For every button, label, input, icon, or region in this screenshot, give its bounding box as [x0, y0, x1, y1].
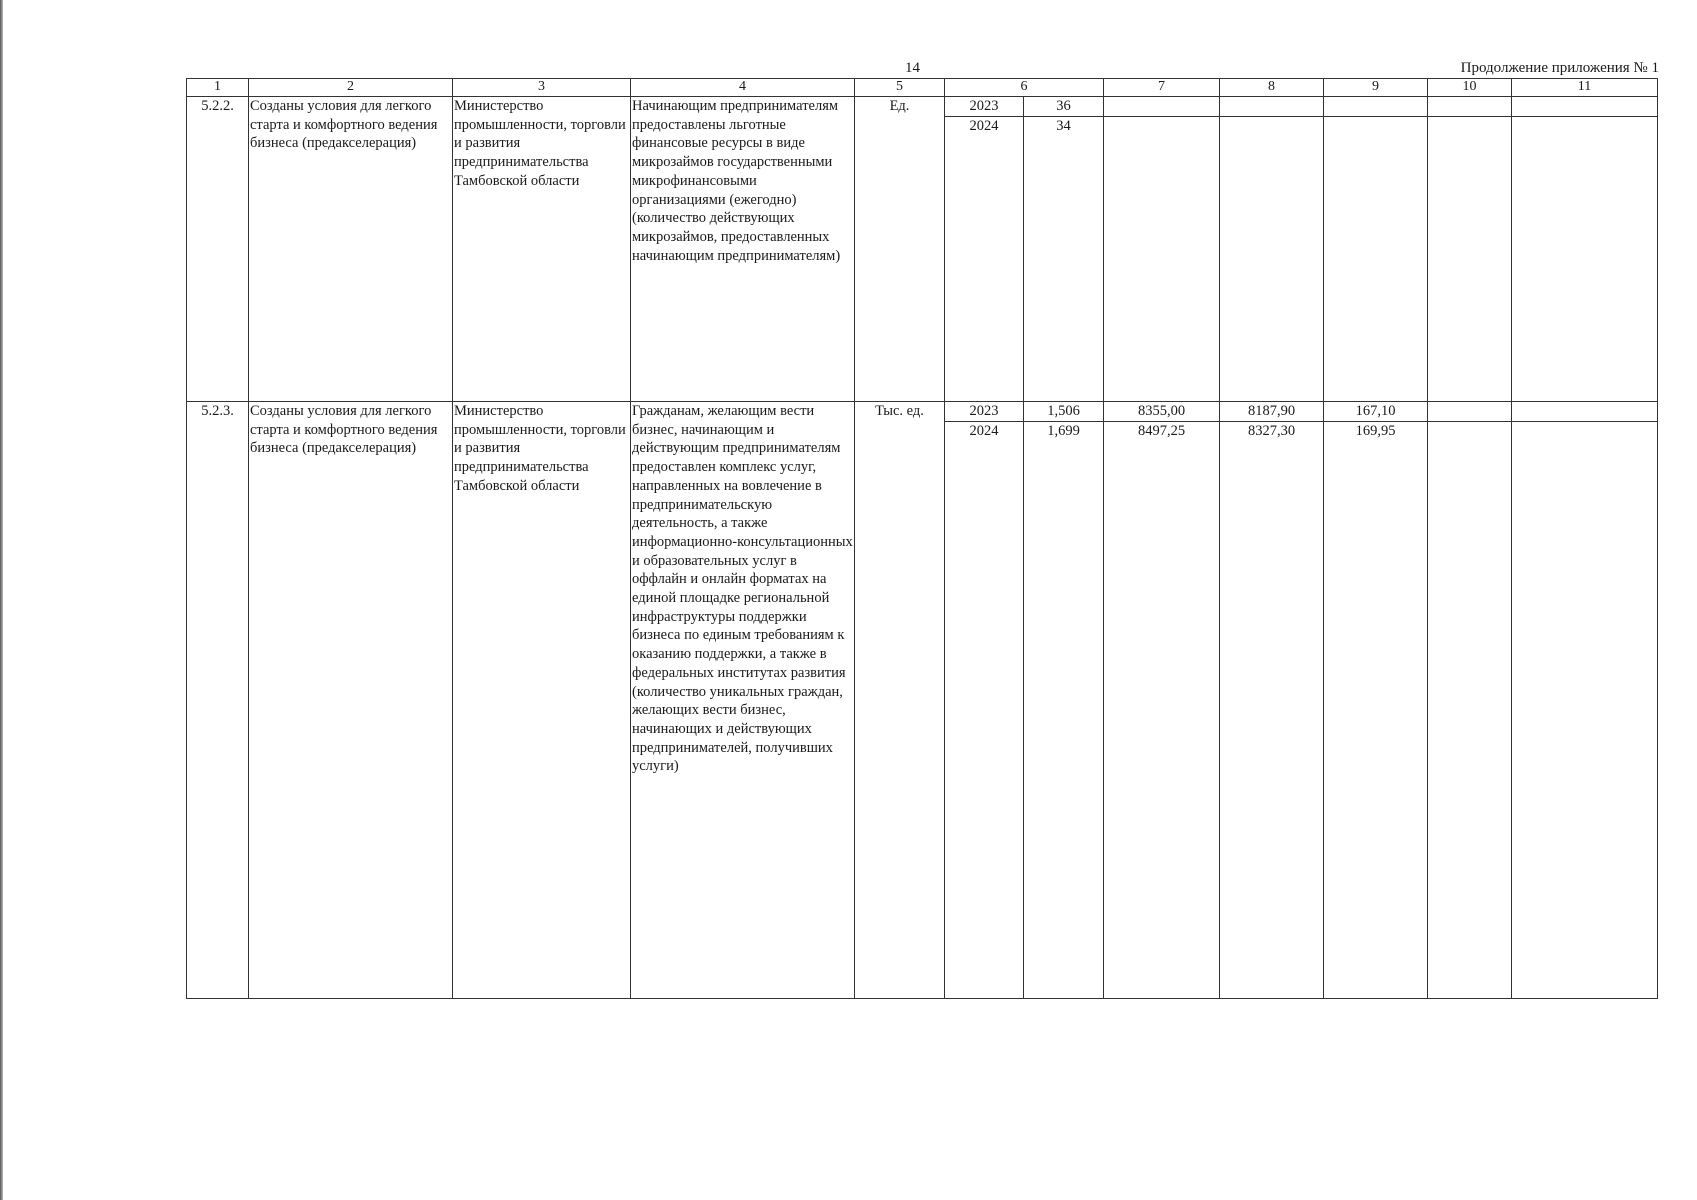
result-cell: Созданы условия для легкого старта и комфортного ведения бизнеса (предакселерация) — [249, 402, 453, 999]
col10-cell — [1428, 97, 1512, 117]
column-header-9: 9 — [1324, 79, 1428, 97]
column-header-8: 8 — [1220, 79, 1324, 97]
value-cell: 1,506 — [1024, 402, 1104, 422]
column-header-3: 3 — [453, 79, 631, 97]
col11-cell — [1512, 422, 1658, 442]
col11-cell — [1512, 97, 1658, 117]
unit-cell: Тыс. ед. — [855, 402, 945, 999]
col10-cell — [1428, 117, 1512, 137]
row-number: 5.2.2. — [187, 97, 249, 402]
table-row — [187, 97, 1658, 117]
col8-cell — [1220, 97, 1324, 117]
col8-cell: 8327,30 — [1220, 422, 1324, 442]
column-header-2: 2 — [249, 79, 453, 97]
responsible-cell: Министерство промышленности, торговли и развития предпринимательства Тамбовской области — [453, 97, 631, 402]
year-cell: 2023 — [945, 97, 1024, 117]
column-header-10: 10 — [1428, 79, 1512, 97]
column-header-6: 6 — [945, 79, 1104, 97]
col10-cell — [1428, 402, 1512, 422]
col8-cell: 8187,90 — [1220, 402, 1324, 422]
appendix-table — [186, 78, 1658, 999]
year-cell: 2023 — [945, 402, 1024, 422]
column-header-1: 1 — [187, 79, 249, 97]
header-row — [187, 79, 1658, 97]
col9-cell: 167,10 — [1324, 402, 1428, 422]
col7-cell — [1104, 97, 1220, 117]
col9-cell: 169,95 — [1324, 422, 1428, 442]
indicator-cell: Начинающим предпринимателям предоставлены льготные финансовые ресурсы в виде микрозаймов государственными микрофинансовыми организациями (ежегодно) (количество действующих микрозаймов, предоставленных начинающим предпринимателям) — [631, 97, 855, 402]
column-header-5: 5 — [855, 79, 945, 97]
col7-cell: 8355,00 — [1104, 402, 1220, 422]
year-cell: 2024 — [945, 422, 1024, 442]
col10-cell — [1428, 422, 1512, 442]
column-header-7: 7 — [1104, 79, 1220, 97]
value-cell: 36 — [1024, 97, 1104, 117]
col11-cell — [1512, 402, 1658, 422]
appendix-continuation-note: Продолжение приложения № 1 — [1460, 60, 1659, 76]
col7-cell — [1104, 117, 1220, 137]
responsible-cell: Министерство промышленности, торговли и развития предпринимательства Тамбовской области — [453, 402, 631, 999]
page-number: 14 — [905, 60, 920, 76]
row-number: 5.2.3. — [187, 402, 249, 999]
col8-cell — [1220, 117, 1324, 137]
col7-cell: 8497,25 — [1104, 422, 1220, 442]
year-cell: 2024 — [945, 117, 1024, 137]
value-cell: 1,699 — [1024, 422, 1104, 442]
result-cell: Созданы условия для легкого старта и комфортного ведения бизнеса (предакселерация) — [249, 97, 453, 402]
col9-cell — [1324, 97, 1428, 117]
value-cell: 34 — [1024, 117, 1104, 137]
column-header-4: 4 — [631, 79, 855, 97]
col9-cell — [1324, 117, 1428, 137]
unit-cell: Ед. — [855, 97, 945, 402]
column-header-11: 11 — [1512, 79, 1658, 97]
scan-edge — [0, 0, 3, 1200]
indicator-cell: Гражданам, желающим вести бизнес, начинающим и действующим предпринимателям предоставлен комплекс услуг, направленных на вовлечение в предпринимательскую деятельность, а также информационно-консультационных и образовательных услуг в оффлайн и онлайн форматах на единой площадке региональной инфраструктуры поддержки бизнеса по единым требованиям к оказанию поддержки, а также в федеральных институтах развития (количество уникальных граждан, желающих вести бизнес, начинающих и действующих предпринимателей, получивших услуги) — [631, 402, 855, 999]
col11-cell — [1512, 117, 1658, 137]
table-row — [187, 402, 1658, 422]
